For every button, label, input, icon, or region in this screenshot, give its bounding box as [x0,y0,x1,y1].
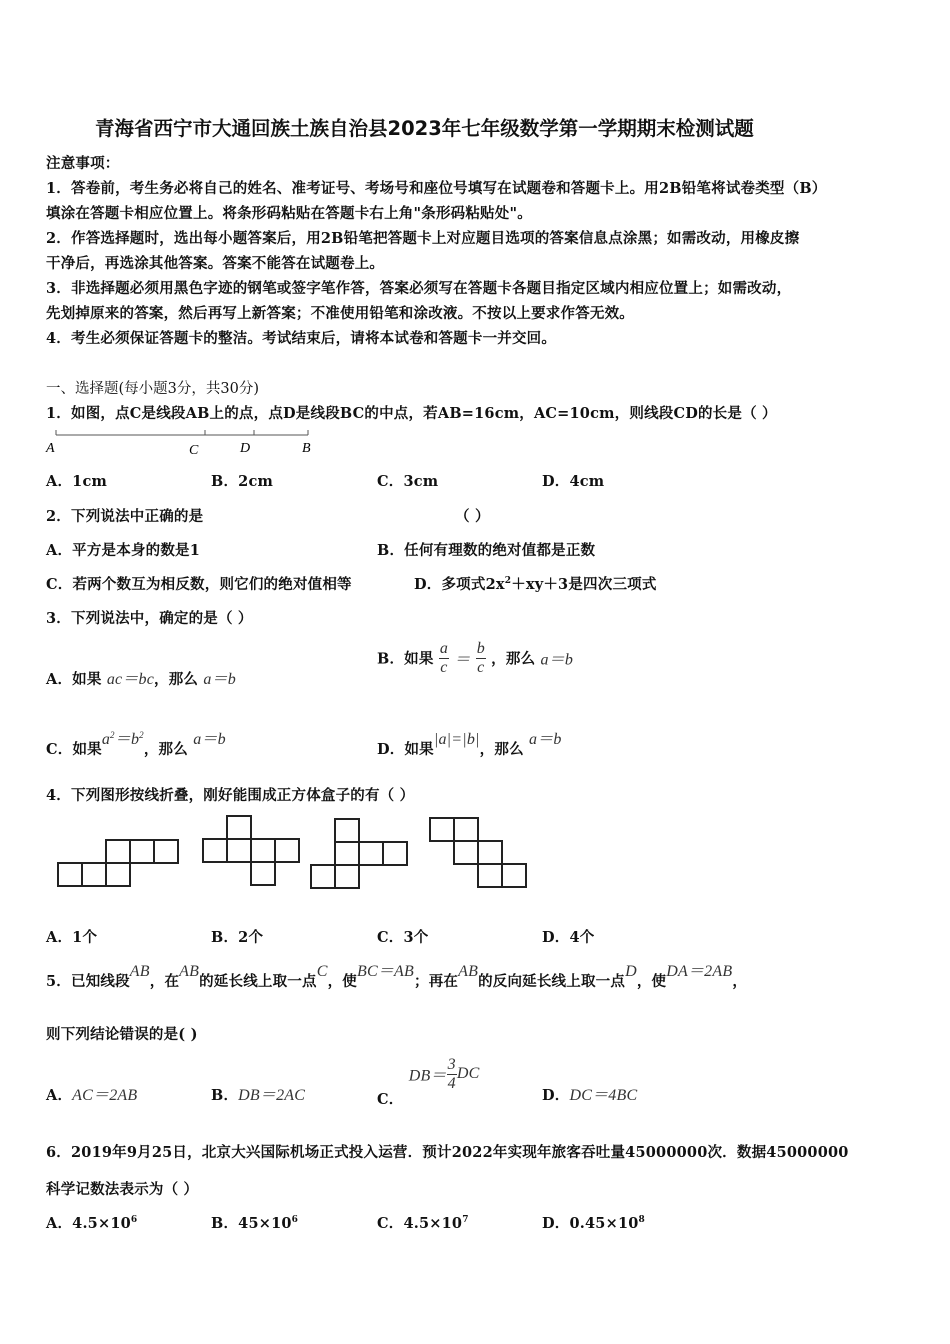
q1-option-c: C．3cm [377,473,439,490]
notice-line: 干净后，再选涂其他答案。答案不能答在试题卷上。 [46,255,385,272]
q5-option-c: C． DB＝ $\frac{3}{4}$ DC [377,1056,480,1109]
point-c-label: C [189,443,199,458]
q2-option-c: C．若两个数互为相反数，则它们的绝对值相等 [46,576,352,593]
q1-option-d: D．4cm [542,473,605,490]
q3-option-c: C．如果$a^2=b^2$，那么 a＝b [46,730,226,758]
notice-line: 先划掉原来的答案，然后再写上新答案；不准使用铅笔和涂改液。不按以上要求作答无效。 [46,305,634,322]
q4-option-d: D．4个 [542,929,595,946]
q2-answer-paren: （ ） [455,508,490,525]
q1-option-a: A．1cm [46,473,108,490]
q5-option-d: D．DC＝4BC [542,1087,638,1104]
notice-line: 1．答卷前，考生务必将自己的姓名、准考证号、考场号和座位号填写在试题卷和答题卡上。用2B铅笔将试卷类型（B） [46,180,827,197]
page-title: 青海省西宁市大通回族土族自治县2023年七年级数学第一学期期末检测试题 [95,117,754,140]
point-b-label: B [302,441,311,456]
q5-stem-line2: 则下列结论错误的是( ) [46,1026,198,1043]
q4-cube-nets-figure [50,810,540,895]
notice-line: 4．考生必须保证答题卡的整洁。考试结束后，请将本试卷和答题卡一并交回。 [46,330,557,347]
point-a-label: A [46,441,55,456]
q4-stem: 4．下列图形按线折叠，刚好能围成正方体盒子的有（ ） [46,787,415,804]
q2-option-a: A．平方是本身的数是1 [46,542,201,559]
notice-line: 3．非选择题必须用黑色字迹的钢笔或签字笔作答，答案必须写在答题卡各题目指定区域内相应位置上；如需改动， [46,280,792,297]
section-heading: 一、选择题(每小题3分，共30分) [46,381,259,397]
q3-stem: 3．下列说法中，确定的是（ ） [46,610,253,627]
q6-option-c: C．$4.5\times 10^7$ [377,1215,469,1232]
q5-option-a: A．AC＝2AB [46,1087,138,1104]
q4-option-b: B．2个 [211,929,264,946]
q1-line-segment-figure [44,426,324,460]
q5-option-b: B．DB＝2AC [211,1087,306,1104]
point-d-label: D [240,441,251,456]
q1-stem: 1．如图，点C是线段AB上的点，点D是线段BC的中点，若AB=16cm，AC=10cm，则线段CD的长是（ ） [46,405,777,422]
notice-line: 填涂在答题卡相应位置上。将条形码粘贴在答题卡右上角"条形码粘贴处"。 [46,205,532,222]
q6-stem-line2: 科学记数法表示为（ ） [46,1181,199,1198]
q2-option-b: B．任何有理数的绝对值都是正数 [377,542,596,559]
q6-stem: 6．2019年9月25日，北京大兴国际机场正式投入运营．预计2022年实现年旅客吞吐量45000000次．数据45000000 [46,1144,849,1161]
notice-heading: 注意事项： [46,155,120,172]
q3-option-b: B．如果 $\frac{a}{c}$ ＝ $\frac{b}{c}$ ，那么 a＝b [377,640,574,676]
q6-option-d: D．$0.45\times 10^8$ [542,1215,645,1232]
q5-stem: 5．已知线段AB，在AB的延长线上取一点C，使BC＝AB；再在AB的反向延长线上取一点D，使DA＝2AB， [46,963,748,990]
q4-option-c: C．3个 [377,929,429,946]
q3-option-a: A．如果 ac＝bc，那么 a＝b [46,671,236,688]
q6-option-b: B．$45\times 10^6$ [211,1215,299,1232]
q2-stem: 2．下列说法中正确的是 [46,508,204,525]
q1-option-b: B．2cm [211,473,274,490]
q3-option-d: D．如果|a|=|b|，那么 a＝b [377,731,562,758]
q2-option-d: D．多项式$2x^2+xy+3$是四次三项式 [414,576,657,593]
notice-line: 2．作答选择题时，选出每小题答案后，用2B铅笔把答题卡上对应题目选项的答案信息点涂黑；如需改动，用橡皮擦 [46,230,800,247]
q6-option-a: A．$4.5\times 10^6$ [46,1215,138,1232]
q4-option-a: A．1个 [46,929,98,946]
